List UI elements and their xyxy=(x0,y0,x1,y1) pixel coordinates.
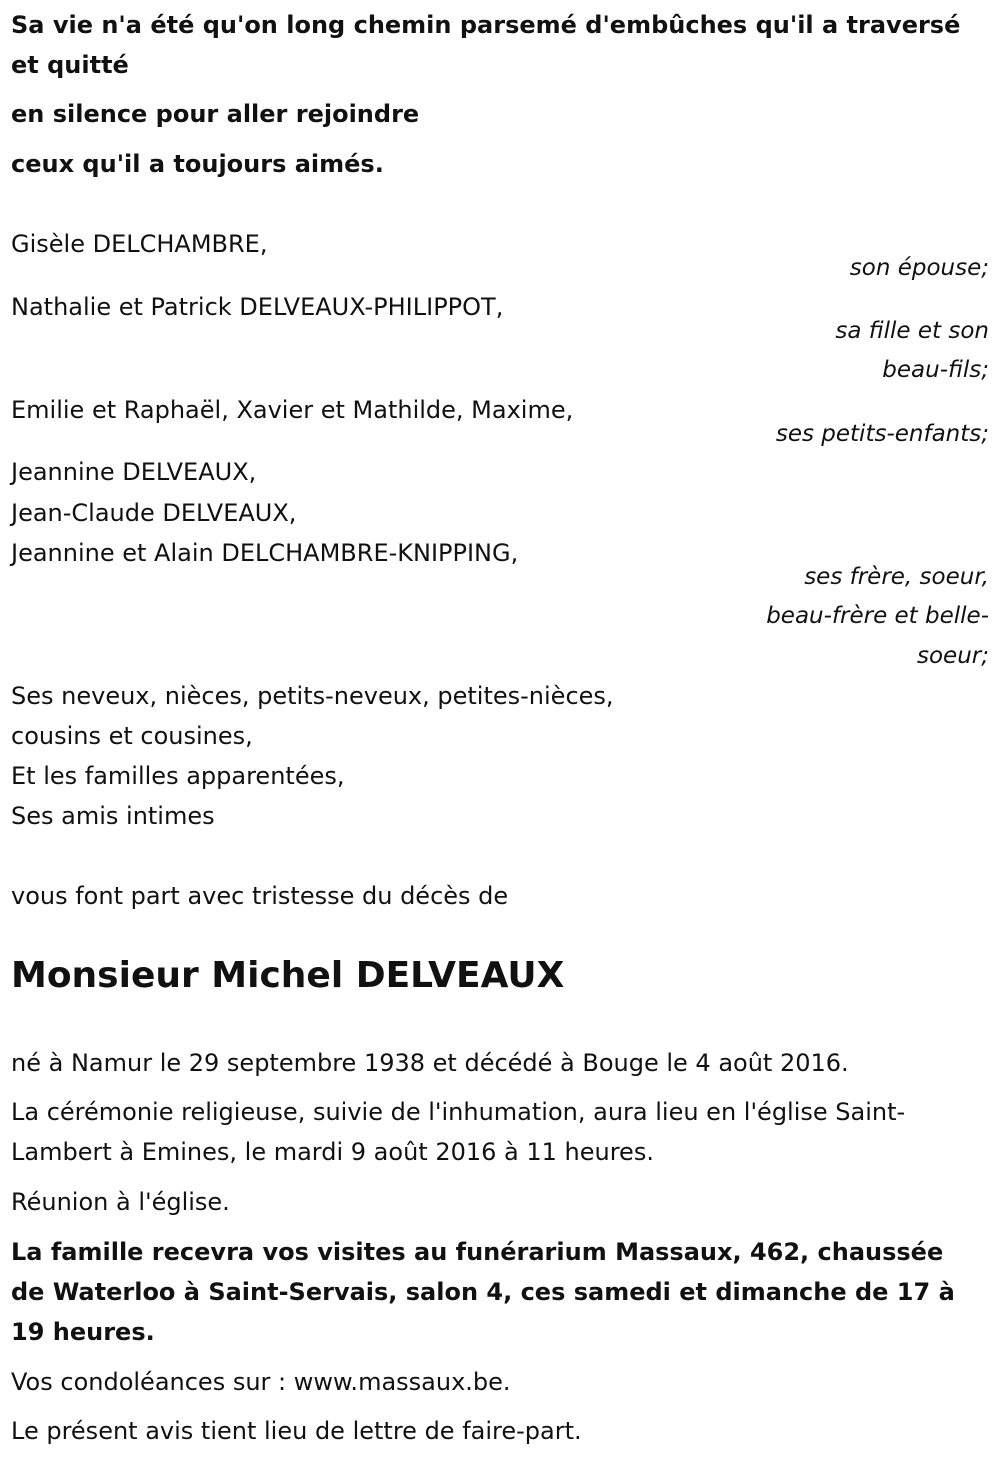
visits-line-1: La famille recevra vos visites au funérarium Massaux, 462, chaussée xyxy=(11,1238,944,1266)
notice-line: Le présent avis tient lieu de lettre de faire-part. xyxy=(11,1417,582,1445)
siblings-role-2: beau-frère et belle- xyxy=(766,603,989,629)
condolences-line: Vos condoléances sur : www.massaux.be. xyxy=(11,1368,511,1396)
epitaph-line-4: ceux qu'il a toujours aimés. xyxy=(11,150,384,178)
spouse-name: Gisèle DELCHAMBRE, xyxy=(11,230,268,258)
grandchildren-names: Emilie et Raphaël, Xavier et Mathilde, Maxime, xyxy=(11,396,574,424)
sibling-3: Jeannine et Alain DELCHAMBRE-KNIPPING, xyxy=(11,539,519,567)
siblings-role-3: soeur; xyxy=(917,643,989,669)
epitaph-line-2: et quitté xyxy=(11,51,129,79)
relatives-line-4: Ses amis intimes xyxy=(11,802,215,830)
birth-death-line: né à Namur le 29 septembre 1938 et décédé à Bouge le 4 août 2016. xyxy=(11,1049,849,1077)
epitaph-line-1: Sa vie n'a été qu'on long chemin parsemé d'embûches qu'il a traversé xyxy=(11,11,961,39)
relatives-line-3: Et les familles apparentées, xyxy=(11,762,345,790)
ceremony-line-2: Lambert à Emines, le mardi 9 août 2016 à 11 heures. xyxy=(11,1138,654,1166)
daughter-name: Nathalie et Patrick DELVEAUX-PHILIPPOT, xyxy=(11,293,504,321)
announcement: vous font part avec tristesse du décès de xyxy=(11,882,509,910)
ceremony-line-1: La cérémonie religieuse, suivie de l'inhumation, aura lieu en l'église Saint- xyxy=(11,1098,906,1126)
relatives-line-2: cousins et cousines, xyxy=(11,722,253,750)
spouse-role: son épouse; xyxy=(849,255,989,281)
siblings-role-1: ses frère, soeur, xyxy=(804,564,989,590)
visits-line-2: de Waterloo à Saint-Servais, salon 4, ces samedi et dimanche de 17 à xyxy=(11,1278,955,1306)
deceased-name: Monsieur Michel DELVEAUX xyxy=(11,955,565,996)
relatives-line-1: Ses neveux, nièces, petits-neveux, petites-nièces, xyxy=(11,682,614,710)
sibling-2: Jean-Claude DELVEAUX, xyxy=(11,499,297,527)
daughter-role-1: sa fille et son xyxy=(835,318,989,344)
sibling-1: Jeannine DELVEAUX, xyxy=(11,458,257,486)
grandchildren-role: ses petits-enfants; xyxy=(775,421,989,447)
visits-line-3: 19 heures. xyxy=(11,1318,155,1346)
meeting-line: Réunion à l'église. xyxy=(11,1188,230,1216)
epitaph-line-3: en silence pour aller rejoindre xyxy=(11,100,420,128)
daughter-role-2: beau-fils; xyxy=(882,357,989,383)
